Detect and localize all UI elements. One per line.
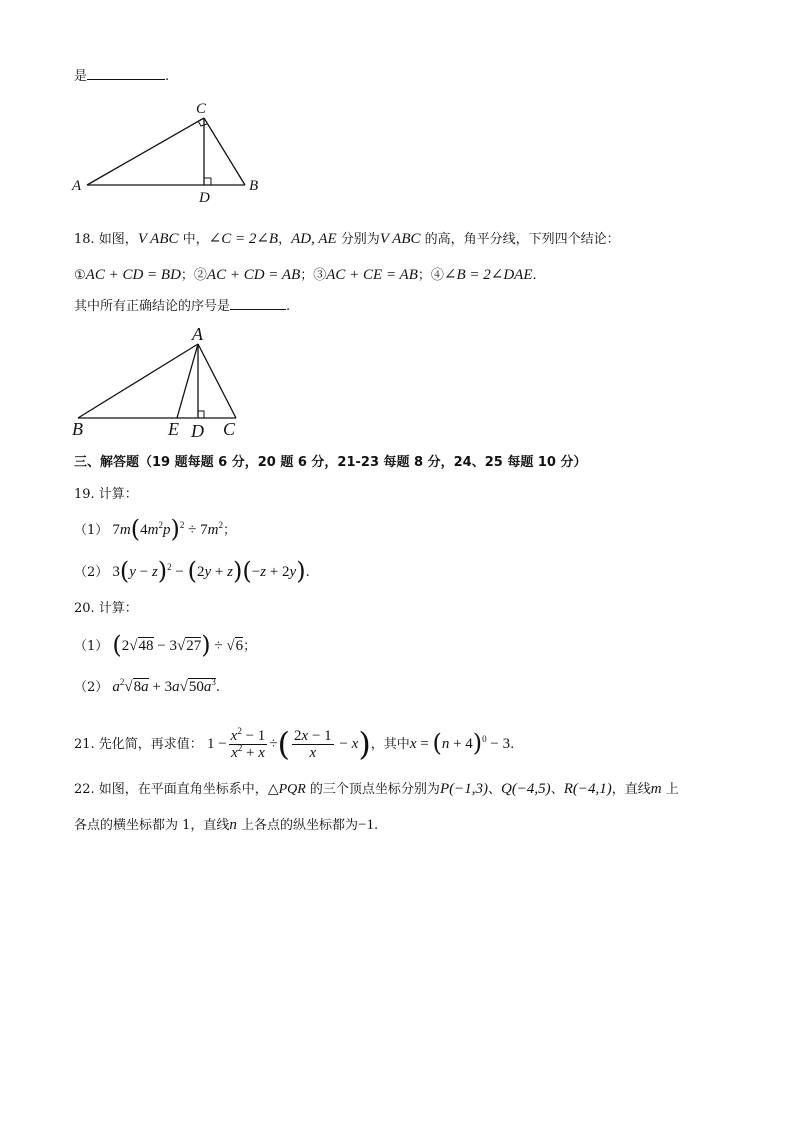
label-c: C: [223, 419, 236, 439]
q18-conclusions: [74, 266, 537, 285]
conclusion-2-mark: ；②: [180, 268, 207, 283]
q22-sep-1: 、: [487, 782, 501, 797]
label-a: A: [192, 324, 203, 344]
q22-text-3: ，直线: [611, 782, 651, 797]
q19-expr-2: $3(y - z)^2 - (2y + z)(-z + 2y)$: [112, 557, 306, 585]
q19-part-2-label: （2）: [74, 565, 109, 580]
q22-text-2: 的三个顶点坐标分别为: [305, 782, 440, 797]
q18-text-1: 中，: [178, 232, 209, 247]
q19-part-1-label: （1）: [74, 523, 109, 538]
q18-ask: 其中所有正确结论的序号是: [74, 299, 231, 314]
q22-triangle: △PQR: [267, 782, 306, 797]
q18-segments: AD, AE: [291, 231, 337, 247]
q18-text-2: 分别为: [336, 232, 380, 247]
conclusion-3-mark: ；③: [300, 268, 327, 283]
q22-text-6: 上各点的纵坐标都为: [236, 818, 359, 833]
q18-question: [74, 298, 290, 316]
q21-where: ，其中: [370, 736, 410, 752]
q18-text-3: 的高，角平分线，下列四个结论：: [420, 232, 620, 247]
figure-triangle-abc-bisector: [68, 322, 248, 442]
conclusion-2: AC + CD = AB: [206, 267, 301, 283]
q18-triangle-1: V ABC: [137, 231, 179, 247]
label-b: B: [249, 178, 259, 194]
conclusion-3: AC + CE = AB: [326, 267, 418, 283]
label-a: A: [72, 178, 82, 194]
q18-triangle-2: V ABC: [379, 231, 421, 247]
q22-line-1: [74, 780, 679, 799]
q18-condition: ∠C = 2∠B: [208, 231, 279, 247]
q18-ask-end: .: [286, 299, 291, 314]
answer-blank[interactable]: [87, 79, 165, 80]
q21-title: 21. 先化简，再求值：: [74, 736, 203, 752]
conclusion-1-mark: ①: [74, 268, 86, 283]
line-n: n: [229, 817, 237, 833]
q19-expr-1: $7m(4m^2p)^2 \div 7m^2$: [112, 515, 223, 543]
conclusion-1: AC + CD = BD: [85, 267, 181, 283]
q22-text-1: 22. 如图，在平面直角坐标系中，: [74, 782, 268, 797]
q19-part-1: （1） $7m(4m^2p)^2 \div 7m^2$；: [74, 515, 236, 543]
conclusion-4-mark: ；④: [417, 268, 444, 283]
right-angle-mark-d: [204, 178, 211, 185]
q22-period: .: [374, 818, 379, 833]
q20-part-1-label: （1）: [74, 639, 109, 654]
q17-prefix: 是: [74, 69, 88, 84]
q20-expr-1: (2√48 − 3√27) ÷ √6: [112, 631, 244, 659]
q22-text-5: 各点的横坐标都为 1，直线: [74, 818, 230, 833]
q19-part-2: （2） $3(y - z)^2 - (2y + z)(-z + 2y)$.: [74, 557, 310, 585]
point-p: P(−1,3): [439, 781, 488, 797]
conclusion-4: ∠B = 2∠DAE: [443, 267, 533, 283]
q17-suffix: .: [165, 69, 170, 84]
q20-part-2-label: （2）: [74, 680, 109, 695]
q22-sep-2: 、: [550, 782, 564, 797]
q22-text-4: 上: [661, 782, 679, 797]
point-q: Q(−4,5): [500, 781, 551, 797]
right-angle-mark-d: [198, 411, 204, 418]
q20-expr-2: $a^2√8a + 3a√50a^3$: [112, 677, 216, 695]
q17-tail-line: [74, 68, 169, 86]
label-d: D: [199, 190, 210, 206]
q21-line: 21. 先化简，再求值： 1 − $\frac{x^2 - 1}{x^2 + x}$ ÷( $\frac{2x - 1}{x}$ − x)，其中$x = (n + 4)^0 - 3$.: [74, 724, 515, 763]
q18-comma: ，: [278, 232, 292, 247]
figure-triangle-abc-altitude: [70, 98, 270, 208]
q22-line-2: [74, 816, 378, 835]
q20-part-2: （2） $a^2√8a + 3a√50a^3$.: [74, 677, 220, 695]
q22-value: −1: [358, 817, 375, 833]
label-d: D: [191, 421, 204, 441]
point-r: R(−4,1): [563, 781, 612, 797]
answer-blank[interactable]: [230, 309, 286, 310]
segment-cb: [204, 118, 245, 185]
q18-number: 18. 如图，: [74, 232, 138, 247]
q18-period: .: [532, 268, 537, 283]
label-c: C: [196, 101, 207, 117]
q21-expression: 1 − $\frac{x^2 - 1}{x^2 + x}$ ÷( $\frac{2x - 1}{x}$ − x): [206, 724, 371, 763]
label-b: B: [72, 419, 83, 439]
label-e: E: [168, 419, 179, 439]
q21-condition: $x = (n + 4)^0 - 3$: [409, 728, 511, 757]
q19-title: 19. 计算：: [74, 487, 138, 502]
segment-ac: [87, 118, 204, 185]
section-heading: 三、解答题（19 题每题 6 分，20 题 6 分，21-23 每题 8 分，24、25 每题 10 分）: [74, 455, 587, 470]
segment-ac: [198, 344, 236, 418]
q20-title: 20. 计算：: [74, 601, 138, 616]
line-m: m: [650, 781, 662, 797]
q18-stem: [74, 230, 620, 249]
q20-part-1: （1） (2√48 − 3√27) ÷ √6；: [74, 631, 257, 659]
